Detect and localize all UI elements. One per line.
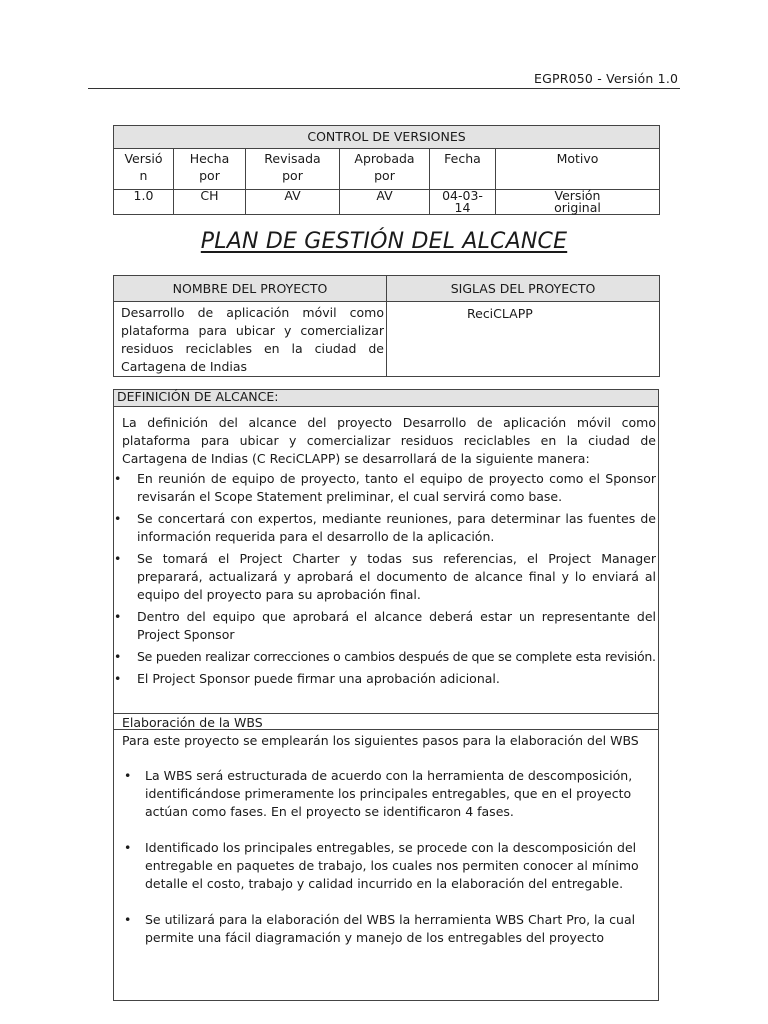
wbs-bullet-list (114, 767, 658, 947)
list-item: • Se pueden realizar correcciones o cambios después de que se complete esta revisión. (114, 649, 656, 664)
list-item: • En reunión de equipo de proyecto, tanto el equipo de proyecto como el Sponsor revisarán el Scope Statement preliminar, el cual servirá como base. (114, 471, 656, 504)
project-table (113, 275, 660, 377)
list-item: • Identificado los principales entregables, se procede con la descomposición del entregable en paquetes de trabajo, los cuales nos permiten conocer al mínimo detalle el costo, trabajo y calidad incurrido en la elaboración del entregable. (124, 840, 639, 891)
wbs-section (114, 732, 658, 965)
scope-section (113, 389, 659, 1001)
cell-approved-by: AV (340, 190, 430, 215)
cell-made-by: CH (174, 190, 246, 215)
scope-heading: DEFINICIÓN DE ALCANCE: (114, 390, 658, 407)
project-acronym: ReciCLAPP (387, 302, 660, 377)
bullet-icon: • (124, 768, 132, 783)
bullet-icon: • (114, 649, 122, 664)
page-title: PLAN DE GESTIÓN DEL ALCANCE (200, 229, 568, 254)
list-item: • El Project Sponsor puede firmar una aprobación adicional. (114, 671, 500, 686)
cell-version: 1.0 (114, 190, 174, 215)
list-item: • Se utilizará para la elaboración del WBS la herramienta WBS Chart Pro, la cual permite una fácil diagramación y manejo de los entregables del proyecto (124, 912, 636, 945)
bullet-icon: • (114, 609, 122, 624)
col-made-by: Hecha por (174, 149, 246, 190)
bullet-icon: • (114, 471, 122, 486)
col-version: Versió n (114, 149, 174, 190)
cell-date: 04-03- 14 (430, 190, 496, 215)
scope-intro: La definición del alcance del proyecto Desarrollo de aplicación móvil como plataforma para ubicar y comercializar residuos reciclables en la ciudad de Cartagena de Indias (C ReciCLAPP) se desarrollará de la siguiente manera: (122, 415, 656, 466)
bullet-icon: • (114, 671, 122, 686)
col-reason: Motivo (496, 149, 660, 190)
bullet-icon: • (114, 551, 122, 566)
project-name-header: NOMBRE DEL PROYECTO (114, 276, 387, 302)
col-reviewed-by: Revisada por (246, 149, 340, 190)
list-item: • Se concertará con expertos, mediante reuniones, para determinar las fuentes de información requerida para el desarrollo de la aplicación. (114, 511, 656, 544)
version-control-caption: CONTROL DE VERSIONES (114, 126, 660, 149)
col-approved-by: Aprobada por (340, 149, 430, 190)
header-rule (88, 88, 680, 89)
cell-reviewed-by: AV (246, 190, 340, 215)
bullet-icon: • (124, 840, 132, 855)
wbs-heading: Elaboración de la WBS (114, 713, 658, 730)
list-item: • La WBS será estructurada de acuerdo con la herramienta de descomposición, identificándose primeramente los principales entregables, que en el proyecto actúan como fases. En el proyecto se identificaron 4 fases. (124, 768, 633, 819)
document-code: EGPR050 - Versión 1.0 (534, 71, 679, 86)
bullet-icon: • (124, 912, 132, 927)
project-acronym-header: SIGLAS DEL PROYECTO (387, 276, 660, 302)
list-item: • Dentro del equipo que aprobará el alcance deberá estar un representante del Project Sponsor (114, 609, 656, 642)
version-control-table (113, 125, 660, 215)
wbs-intro: Para este proyecto se emplearán los siguientes pasos para la elaboración del WBS (122, 733, 639, 748)
project-name: Desarrollo de aplicación móvil como plataforma para ubicar y comercializar residuos reciclables en la ciudad de Cartagena de Indias (114, 302, 387, 377)
col-date: Fecha (430, 149, 496, 190)
cell-reason: Versión original (496, 190, 660, 215)
list-item: • Se tomará el Project Charter y todas sus referencias, el Project Manager preparará, actualizará y aprobará el documento de alcance final y lo enviará al equipo del proyecto para su aprobación final. (114, 551, 656, 602)
scope-bullet-list (114, 470, 658, 688)
bullet-icon: • (114, 511, 122, 526)
